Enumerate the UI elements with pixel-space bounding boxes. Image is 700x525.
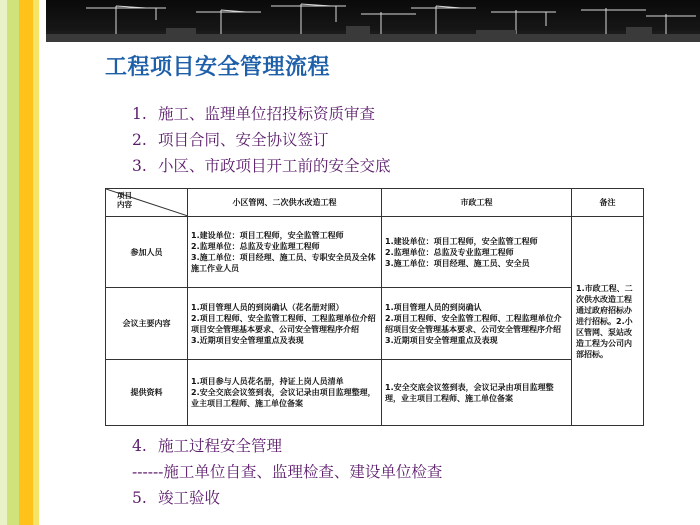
list-text: 项目合同、安全协议签订 bbox=[158, 131, 329, 149]
stripe-band bbox=[0, 0, 7, 525]
table-row bbox=[106, 360, 644, 426]
table-cell bbox=[382, 288, 572, 360]
row-header: 提供资料 bbox=[106, 360, 188, 426]
cell-line: 1.安全交底会议签到表，会议记录由项目监理整理，业主项目工程师、施工单位备案 bbox=[385, 382, 554, 403]
table-row bbox=[106, 288, 644, 360]
table-cell bbox=[382, 360, 572, 426]
left-decorative-stripe bbox=[0, 0, 46, 525]
column-header: 小区管网、二次供水改造工程 bbox=[188, 189, 382, 217]
list-text: ------施工单位自查、监理检查、建设单位检查 bbox=[132, 463, 443, 481]
table-cell bbox=[188, 217, 382, 288]
cell-line: 1.项目管理人员的到岗确认 bbox=[385, 302, 482, 312]
list-item bbox=[132, 153, 391, 179]
column-header: 市政工程 bbox=[382, 189, 572, 217]
process-steps-bottom bbox=[132, 433, 442, 511]
cell-line: 1.建设单位：项目工程师，安全监管工程师 bbox=[385, 236, 538, 246]
cell-line: 1.建设单位：项目工程师，安全监管工程师 bbox=[191, 231, 344, 240]
list-item bbox=[132, 433, 442, 459]
safety-briefing-table bbox=[105, 188, 644, 426]
list-text: 施工、监理单位招投标资质审查 bbox=[158, 105, 376, 123]
row-header: 参加人员 bbox=[106, 217, 188, 288]
process-steps-top bbox=[132, 101, 391, 179]
header-photo-strip bbox=[46, 0, 700, 42]
cell-line: 2.监理单位：总监及专业监理工程师 bbox=[191, 242, 320, 251]
cell-line: 1.项目参与人员花名册，持证上岗人员清单 bbox=[191, 377, 344, 386]
column-header: 备注 bbox=[572, 189, 644, 217]
corner-label-bottom: 内容 bbox=[117, 200, 132, 209]
table-cell bbox=[188, 360, 382, 426]
table-cell bbox=[188, 288, 382, 360]
row-header: 会议主要内容 bbox=[106, 288, 188, 360]
list-text: 竣工验收 bbox=[158, 489, 221, 507]
stripe-band bbox=[39, 0, 46, 525]
list-item bbox=[132, 127, 391, 153]
table-cell bbox=[382, 217, 572, 288]
stripe-band bbox=[19, 0, 33, 525]
remarks-cell: 1.市政工程、二次供水改造工程通过政府招标办进行招标。2.小区管网、泵站改造工程为公司内部招标。 bbox=[572, 217, 644, 426]
cell-line: 3.施工单位：项目经理、施工员、安全员 bbox=[385, 258, 530, 268]
stripe-band bbox=[7, 0, 19, 525]
cell-line: 3.近期项目安全管理重点及表现 bbox=[385, 335, 498, 345]
list-item bbox=[132, 101, 391, 127]
slide-title: 工程项目安全管理流程 bbox=[105, 55, 331, 80]
cell-line: 2.监理单位：总监及专业监理工程师 bbox=[385, 247, 514, 257]
corner-label-top: 项目 bbox=[117, 191, 132, 200]
crane-silhouette-image bbox=[46, 0, 700, 42]
table-corner-cell bbox=[106, 189, 188, 217]
table-row bbox=[106, 217, 644, 288]
cell-line: 3.近期项目安全管理重点及表现 bbox=[191, 335, 304, 345]
cell-line: 2.安全交底会议签到表，会议记录由项目监理整理，业主项目工程师、施工单位备案 bbox=[191, 388, 376, 408]
cell-line: 2.项目工程师、安全监管工程师、工程监理单位介绍项目安全管理基本要求、公司安全管理程序介绍 bbox=[191, 313, 376, 334]
list-number: 1. bbox=[132, 105, 147, 123]
cell-line: 3.施工单位：项目经理、施工员、专职安全员及全体施工作业人员 bbox=[191, 253, 376, 273]
list-number: 2. bbox=[132, 131, 147, 149]
list-text: 小区、市政项目开工前的安全交底 bbox=[158, 157, 391, 175]
cell-line: 2.项目工程师、安全监管工程师、工程监理单位介绍项目安全管理基本要求、公司安全管理程序介绍 bbox=[385, 313, 562, 334]
list-number: 5. bbox=[132, 489, 147, 507]
list-item bbox=[132, 485, 442, 511]
list-number: 3. bbox=[132, 157, 147, 175]
list-item bbox=[132, 459, 442, 485]
cell-line: 1.项目管理人员的到岗确认（花名册对照） bbox=[191, 302, 344, 312]
table-header-row bbox=[106, 189, 644, 217]
list-number: 4. bbox=[132, 437, 147, 455]
list-text: 施工过程安全管理 bbox=[158, 437, 283, 455]
